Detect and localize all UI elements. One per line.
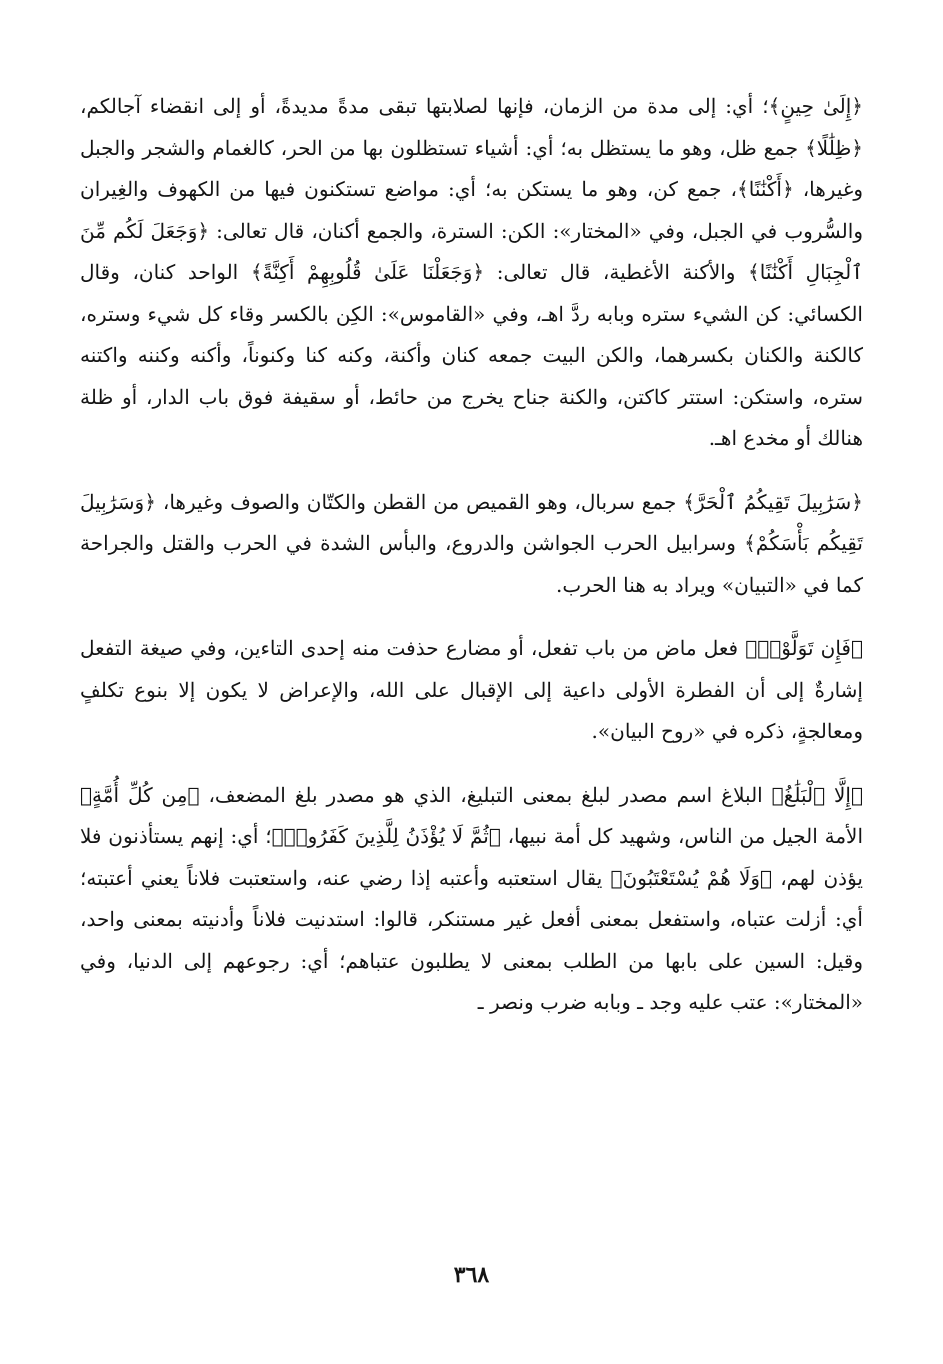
paragraph-3: ﴿فَإِن تَوَلَّوْا۟﴾ فعل ماض من باب تفعل، أو مضارع حذفت منه إحدى التاءين، وفي صيغة التفعل إشارةٌ إلى أن الفطرة الأولى داعية إلى الإقبال على الله، والإعراض لا يكون إلا بنوع تكلفٍ ومعالجةٍ، ذكره في «روح البيان».: [80, 636, 863, 743]
page-number: ٣٦٨: [453, 1262, 490, 1288]
paragraph-4: ﴿إِلَّا ٱلْبَلَٰغُ﴾ البلاغ اسم مصدر لبلغ بمعنى التبليغ، الذي هو مصدر بلغ المضعف، ﴿مِن كُلِّ أُمَّةٍ﴾ الأمة الجيل من الناس، وشهيد كل أمة نبيها، ﴿ثُمَّ لَا يُؤْذَنُ لِلَّذِينَ كَفَرُوا۟﴾؛ أي: إنهم يستأذنون فلا يؤذن لهم، ﴿وَلَا هُمْ يُسْتَعْتَبُونَ﴾ يقال استعتبه وأعتبه إذا رضي عنه، واستعتبت فلاناً يعني أعتبته؛ أي: أزلت عتباه، واستفعل بمعنى أفعل غير مستنكر، قالوا: استدنيت فلاناً وأدنيته بمعنى واحد، وقيل: السين على بابها من الطلب بمعنى لا يطلبون عتباهم؛ أي: رجوعهم إلى الدنيا، وفي «المختار»: عتب عليه وجد ـ وبابه ضرب ونصر ـ: [80, 782, 863, 1014]
paragraph-1: ﴿إِلَىٰ حِينٍ﴾؛ أي: إلى مدة من الزمان، فإنها لصلابتها تبقى مدةً مديدةً، أو إلى انقضاء آجالكم، ﴿ظِلَٰلًا﴾ جمع ظل، وهو ما يستظل به؛ أي: أشياء تستظلون بها من الحر، كالغمام والشجر والجبل وغيرها، ﴿أَكْنَٰنًا﴾، جمع كن، وهو ما يستكن به؛ أي: مواضع تستكنون فيها من الكهوف والغِيران والسُّروب في الجبل، وفي «المختار»: الكن: السترة، والجمع أكنان، قال تعالى: ﴿وَجَعَلَ لَكُم مِّنَ ٱلْجِبَالِ أَكْنَٰنًا﴾ والأكنة الأغطية، قال تعالى: ﴿وَجَعَلْنَا عَلَىٰ قُلُوبِهِمْ أَكِنَّةً﴾ الواحد كنان، وقال الكسائي: كن الشيء ستره وبابه ردَّ اهـ، وفي «القاموس»: الكِن بالكسر وقاء كل شيء وستره، كالكنة والكنان بكسرهما، والكن البيت جمعه كنان وأكنة، وكنه كنا وكنوناً، وأكنه وكننه واكتنه ستره، واستكن: استتر كاكتن، والكنة جناح يخرج من حائط، أو سقيفة فوق باب الدار، أو ظلة هنالك أو مخدع اهـ.: [80, 94, 863, 450]
paragraph-2: ﴿سَرَٰبِيلَ تَقِيكُمُ ٱلْحَرَّ﴾ جمع سربال، وهو القميص من القطن والكتّان والصوف وغيرها، ﴿وَسَرَٰبِيلَ تَقِيكُم بَأْسَكُمْ﴾ وسرابيل الحرب الجواشن والدروع، والبأس الشدة في الحرب والقتل والجراحة كما في «التبيان» ويراد به هنا الحرب.: [80, 489, 863, 597]
